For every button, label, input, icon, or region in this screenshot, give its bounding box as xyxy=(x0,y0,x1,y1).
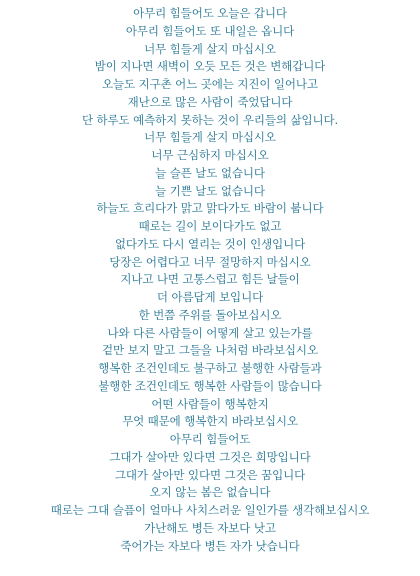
poem-line: 무엇 때문에 행복한지 바라보십시오 xyxy=(122,414,298,429)
poem-line: 하늘도 흐리다가 맑고 맑다가도 바람이 붑니다 xyxy=(96,201,324,216)
poem-line: 겉만 보지 말고 그들을 나처럼 바라보십시오 xyxy=(102,343,318,358)
poem-line: 나와 다른 사람들이 어떻게 살고 있는가를 xyxy=(107,325,313,340)
poem-line: 때로는 길이 보이다가도 없고 xyxy=(138,219,282,233)
poem-line: 그대가 살아만 있다면 그것은 꿈입니다 xyxy=(114,467,306,482)
poem-line: 한 번쯤 주위를 돌아보십시오 xyxy=(138,307,282,322)
poem-line: 오늘도 지구촌 어느 곳에는 지진이 일어나고 xyxy=(102,77,318,91)
poem-line: 너무 근심하지 마십시오 xyxy=(151,148,269,162)
poem-line: 단 하루도 예측하지 못하는 것이 우리들의 삶입니다. xyxy=(81,112,339,127)
poem-line: 그대가 살아만 있다면 그것은 희망입니다 xyxy=(109,449,311,464)
poem-line: 재난으로 많은 사람이 죽었답니다 xyxy=(127,94,293,109)
poem-line: 아무리 힘들어도 xyxy=(169,432,251,446)
poem-line: 당장은 어렵다고 너무 절망하지 마십시오 xyxy=(109,254,311,269)
poem-line: 불행한 조건인데도 행복한 사람들이 많습니다 xyxy=(98,378,322,393)
poem-line: 행복한 조건인데도 불구하고 불행한 사람들과 xyxy=(98,361,322,375)
poem-line: 늘 슬픈 날도 없습니다 xyxy=(155,165,265,180)
poem-line: 아무리 힘들어도 또 내일은 옵니다 xyxy=(125,23,295,38)
poem-line: 더 아름답게 보입니다 xyxy=(156,290,264,304)
poem-line: 오지 않는 봄은 없습니다 xyxy=(149,485,271,500)
poem-line: 죽어가는 자보다 병든 자가 낫습니다 xyxy=(120,538,300,553)
poem-line: 가난해도 병든 자보다 낫고 xyxy=(144,520,276,535)
poem-line: 아무리 힘들어도 오늘은 갑니다 xyxy=(133,6,287,20)
poem-line: 너무 힘들게 살지 마십시오 xyxy=(144,41,276,56)
poem-line: 없다가도 다시 열리는 것이 인생입니다 xyxy=(114,236,306,251)
poem-line: 밤이 지나면 새벽이 오듯 모든 것은 변해갑니다 xyxy=(94,59,326,74)
poem-line: 너무 힘들게 살지 마십시오 xyxy=(144,130,276,145)
poem-line: 지나고 나면 고통스럽고 힘든 날들이 xyxy=(120,272,300,287)
poem-text xyxy=(0,5,420,555)
poem-line: 어떤 사람들이 행복한지 xyxy=(151,396,269,411)
poem-line: 때로는 그대 슬픔이 얼마나 사치스러운 일인가를 생각해보십시오 xyxy=(50,503,370,517)
poem-line: 늘 기쁜 날도 없습니다 xyxy=(155,183,265,198)
